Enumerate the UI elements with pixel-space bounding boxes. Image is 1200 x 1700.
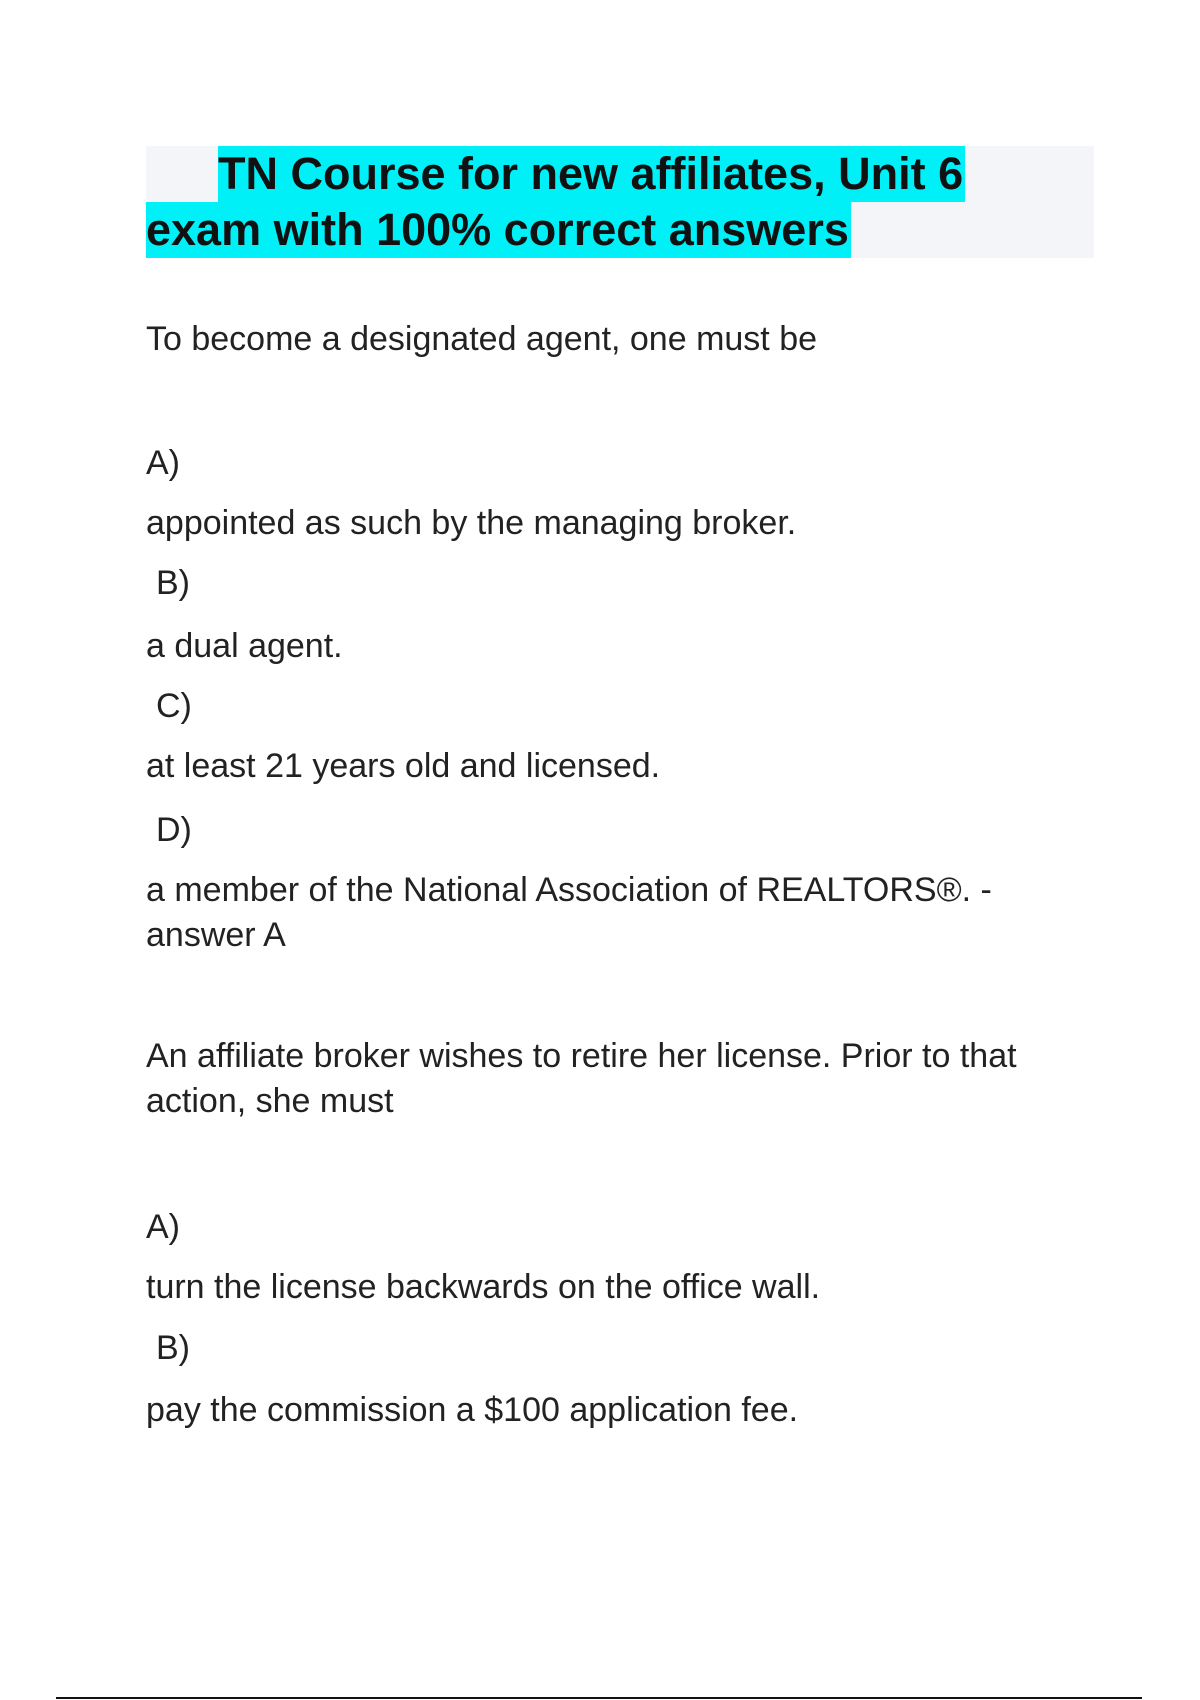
question-2-option-b-letter: B) xyxy=(156,1329,190,1367)
question-2-option-a-letter: A) xyxy=(146,1208,180,1246)
question-1-option-b-text: a dual agent. xyxy=(146,627,343,665)
document-title-line-2: exam with 100% correct answers xyxy=(146,202,851,258)
question-1-option-a-text: appointed as such by the managing broker. xyxy=(146,504,797,542)
document-title-line-1: TN Course for new affiliates, Unit 6 xyxy=(218,146,965,202)
question-1-prompt: To become a designated agent, one must be xyxy=(146,320,818,358)
footer-rule xyxy=(56,1697,1142,1699)
question-1-option-d-text: a member of the National Association of REALTORS®. - xyxy=(146,871,992,909)
question-1-option-d-letter: D) xyxy=(156,811,192,849)
question-1-option-c-letter: C) xyxy=(156,687,192,725)
question-2-prompt-line-2: action, she must xyxy=(146,1082,394,1120)
question-1-option-a-letter: A) xyxy=(146,444,180,482)
question-2-option-a-text: turn the license backwards on the office wall. xyxy=(146,1268,821,1306)
question-1-option-b-letter: B) xyxy=(156,564,190,602)
question-1-option-c-text: at least 21 years old and licensed. xyxy=(146,747,661,785)
question-2-prompt-line-1: An affiliate broker wishes to retire her license. Prior to that xyxy=(146,1037,1017,1075)
question-2-option-b-text: pay the commission a $100 application fee. xyxy=(146,1391,799,1429)
question-1-answer: answer A xyxy=(146,916,286,954)
